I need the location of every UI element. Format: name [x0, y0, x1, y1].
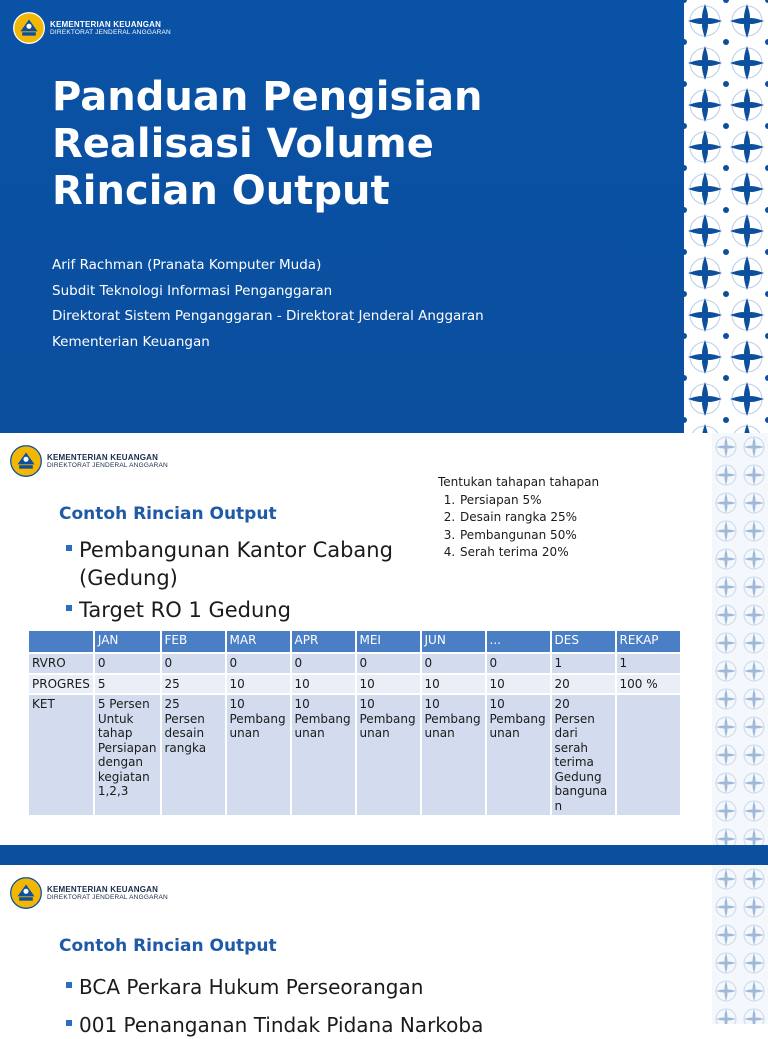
table-cell: 10 — [292, 675, 355, 694]
logo-line-2: DIREKTORAT JENDERAL ANGGARAN — [47, 461, 168, 469]
bullet-square-icon — [66, 1020, 72, 1026]
table-cell: 0 — [227, 654, 290, 673]
logo-line-2: DIREKTORAT JENDERAL ANGGARAN — [47, 893, 168, 901]
batik-pattern-decoration — [712, 865, 768, 1024]
section-title: Contoh Rincian Output — [59, 936, 277, 956]
table-cell: 5 Persen Untuk tahap Persiapan dengan kegiatan 1,2,3 — [95, 695, 160, 815]
table-header-cell: JAN — [95, 631, 160, 652]
bullet-text: Target RO 1 Gedung — [79, 598, 291, 622]
table-cell: 0 — [95, 654, 160, 673]
kemenkeu-logo — [9, 444, 168, 478]
section-title: Contoh Rincian Output — [59, 504, 277, 524]
table-cell: 0 — [487, 654, 550, 673]
logo-line-1: KEMENTERIAN KEUANGAN — [47, 452, 159, 462]
logo-line-1: KEMENTERIAN KEUANGAN — [50, 19, 162, 29]
table-cell: KET — [29, 695, 93, 815]
bullet-square-icon — [66, 605, 72, 611]
table-cell: PROGRES — [29, 675, 93, 694]
step-item: 3. Pembangunan 50% — [459, 527, 599, 545]
steps-box — [438, 474, 599, 562]
bullet-text: 001 Penanganan Tindak Pidana Narkoba — [79, 1013, 484, 1037]
logo-line-1: KEMENTERIAN KEUANGAN — [47, 884, 159, 894]
bullet-item — [66, 973, 626, 1001]
batik-pattern-decoration — [684, 0, 768, 433]
bullet-item — [66, 596, 426, 624]
table-cell: 10 — [422, 675, 485, 694]
table-cell: RVRO — [29, 654, 93, 673]
slide-title — [52, 74, 672, 215]
table-header-cell: DES — [552, 631, 615, 652]
table-header-cell — [29, 631, 93, 652]
bullet-square-icon — [66, 982, 72, 988]
title-line-2: Realisasi Volume — [52, 121, 434, 167]
kemenkeu-emblem-icon — [9, 444, 43, 478]
table-cell: 10 Pembang unan — [227, 695, 290, 815]
table-cell: 10 — [357, 675, 420, 694]
kemenkeu-logo — [9, 876, 168, 910]
title-line-1: Panduan Pengisian — [52, 74, 483, 120]
table-cell: 5 — [95, 675, 160, 694]
table-cell: 1 — [617, 654, 680, 673]
logo-line-2: DIREKTORAT JENDERAL ANGGARAN — [50, 28, 171, 36]
progress-table — [27, 629, 682, 817]
bullet-item — [66, 1011, 626, 1039]
kemenkeu-emblem-icon — [9, 876, 43, 910]
kemenkeu-logo — [12, 11, 171, 45]
steps-list — [438, 492, 599, 562]
slide-divider — [0, 845, 768, 865]
table-cell: 10 Pembang unan — [292, 695, 355, 815]
table-cell: 10 — [227, 675, 290, 694]
table-cell: 0 — [422, 654, 485, 673]
table-cell: 20 Persen dari serah terima Gedung banguna n — [552, 695, 615, 815]
step-item: 2. Desain rangka 25% — [459, 509, 599, 527]
author-line: Arif Rachman (Pranata Komputer Muda) — [52, 257, 322, 273]
table-cell: 0 — [292, 654, 355, 673]
table-cell: 100 % — [617, 675, 680, 694]
bullet-item — [66, 536, 426, 592]
slide-subtitle — [52, 253, 484, 355]
table-header-cell: APR — [292, 631, 355, 652]
steps-title: Tentukan tahapan tahapan — [438, 475, 600, 489]
title-line-3: Rincian Output — [52, 168, 390, 214]
step-item: 1. Persiapan 5% — [459, 492, 599, 510]
bullet-square-icon — [66, 545, 72, 551]
bullet-text: Pembangunan Kantor Cabang (Gedung) — [79, 538, 393, 590]
table-cell: 0 — [162, 654, 225, 673]
table-header-cell: REKAP — [617, 631, 680, 652]
table-header-row — [29, 631, 680, 652]
bullet-list — [66, 973, 626, 1039]
table-header-cell: MAR — [227, 631, 290, 652]
subdit-line: Subdit Teknologi Informasi Penganggaran — [52, 282, 333, 299]
table-cell: 10 Pembang unan — [487, 695, 550, 815]
example-slide-2 — [0, 865, 768, 1037]
ministry-line: Kementerian Keuangan — [52, 333, 210, 350]
kemenkeu-emblem-icon — [12, 11, 46, 45]
table-header-cell: ... — [487, 631, 550, 652]
table-cell: 10 Pembang unan — [357, 695, 420, 815]
table-row — [29, 695, 680, 815]
table-row — [29, 675, 680, 694]
table-header-cell: JUN — [422, 631, 485, 652]
table-header-cell: FEB — [162, 631, 225, 652]
batik-pattern-decoration — [712, 433, 768, 845]
table-cell: 10 — [487, 675, 550, 694]
table-cell: 0 — [357, 654, 420, 673]
table-row — [29, 654, 680, 673]
step-item: 4. Serah terima 20% — [459, 544, 599, 562]
example-slide-1 — [0, 433, 768, 845]
table-header-cell: MEI — [357, 631, 420, 652]
directorate-line: Direktorat Sistem Penganggaran - Direktorat Jenderal Anggaran — [52, 308, 484, 324]
table-cell: 25 — [162, 675, 225, 694]
table-cell: 25 Persen desain rangka — [162, 695, 225, 815]
bullet-text: BCA Perkara Hukum Perseorangan — [79, 975, 424, 999]
table-cell — [617, 695, 680, 815]
table-cell: 1 — [552, 654, 615, 673]
table-cell: 20 — [552, 675, 615, 694]
bullet-list — [66, 536, 426, 624]
title-slide — [0, 0, 768, 433]
table-cell: 10 Pembang unan — [422, 695, 485, 815]
